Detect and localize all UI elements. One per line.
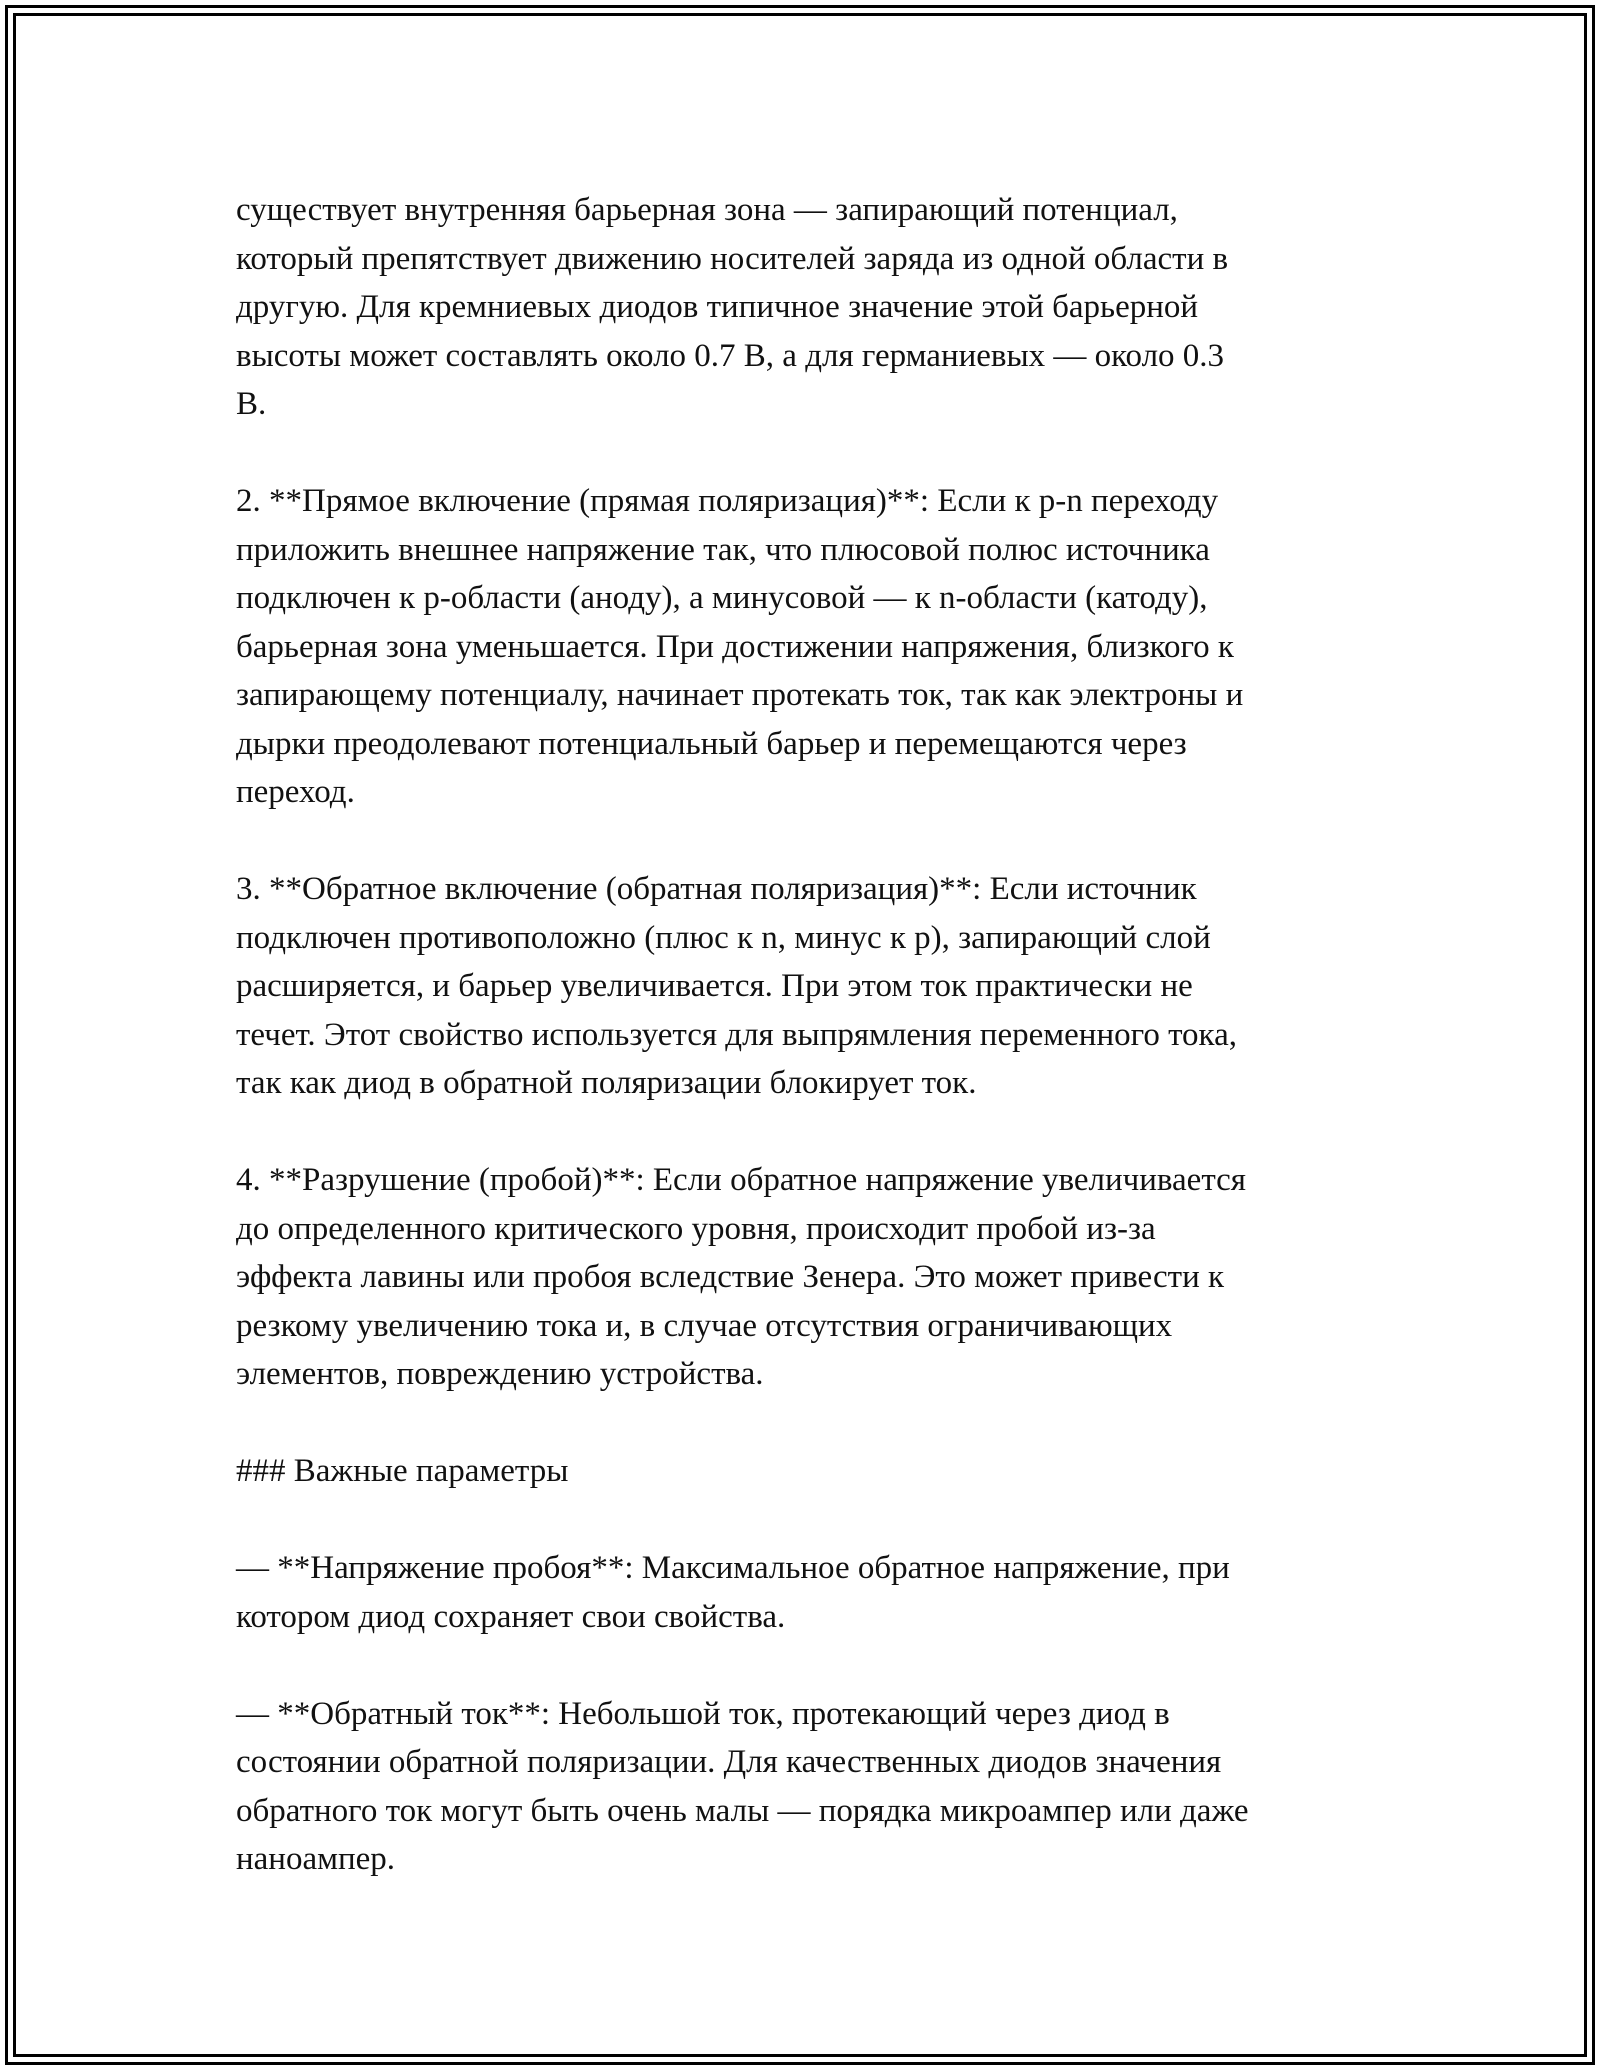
paragraph-forward-bias <box>236 477 1406 817</box>
text-line: 3. **Обратное включение (обратная поляризация)**: Если источник <box>236 871 1197 907</box>
paragraph-breakdown <box>236 1156 1406 1399</box>
text-line: течет. Этот свойство используется для выпрямления переменного тока, <box>236 1016 1237 1053</box>
text-line: до определенного критического уровня, происходит пробой из-за <box>236 1210 1156 1247</box>
text-line: 2. **Прямое включение (прямая поляризация)**: Если к p-n переходу <box>236 483 1219 519</box>
text-line: наноампер. <box>236 1841 396 1877</box>
list-item-breakdown-voltage <box>236 1544 1406 1641</box>
text-line: другую. Для кремниевых диодов типичное значение этой барьерной <box>236 289 1199 325</box>
section-heading-important-params <box>236 1447 1406 1496</box>
text-line: запирающему потенциалу, начинает протекать ток, так как электроны и <box>236 677 1244 713</box>
paragraph-reverse-bias <box>236 865 1406 1108</box>
text-line: существует внутренняя барьерная зона — запирающий потенциал, <box>236 192 1178 228</box>
text-line: подключен противоположно (плюс к n, минус к p), запирающий слой <box>236 919 1211 956</box>
text-line: переход. <box>236 774 355 810</box>
document-body <box>236 186 1406 1884</box>
list-item-reverse-current <box>236 1690 1406 1884</box>
text-line: приложить внешнее напряжение так, что плюсовой полюс источника <box>236 531 1210 568</box>
text-line: который препятствует движению носителей заряда из одной области в <box>236 240 1229 277</box>
text-line: 4. **Разрушение (пробой)**: Если обратное напряжение увеличивается <box>236 1162 1246 1198</box>
text-line: котором диод сохраняет свои свойства. <box>236 1598 786 1635</box>
text-line: элементов, повреждению устройства. <box>236 1356 764 1392</box>
text-line: так как диод в обратной поляризации блокирует ток. <box>236 1065 977 1101</box>
text-line: высоты может составлять около 0.7 В, а для германиевых — около 0.3 <box>236 337 1225 374</box>
text-line: подключен к p-области (аноду), а минусовой — к n-области (катоду), <box>236 580 1208 616</box>
text-line: резкому увеличению тока и, в случае отсутствия ограничивающих <box>236 1307 1173 1344</box>
text-line: В. <box>236 386 267 422</box>
text-line: состоянии обратной поляризации. Для качественных диодов значения <box>236 1744 1222 1780</box>
text-line: расширяется, и барьер увеличивается. При этом ток практически не <box>236 968 1193 1004</box>
heading-text: ### Важные параметры <box>236 1453 569 1489</box>
text-line: обратного ток могут быть очень малы — порядка микроампер или даже <box>236 1792 1249 1829</box>
text-line: — **Напряжение пробоя**: Максимальное обратное напряжение, при <box>236 1550 1230 1586</box>
text-line: барьерная зона уменьшается. При достижении напряжения, близкого к <box>236 628 1234 665</box>
text-line: — **Обратный ток**: Небольшой ток, протекающий через диод в <box>236 1695 1170 1732</box>
paragraph-barrier-intro <box>236 186 1406 429</box>
text-line: эффекта лавины или пробоя вследствие Зенера. Это может привести к <box>236 1259 1225 1295</box>
text-line: дырки преодолевают потенциальный барьер и перемещаются через <box>236 725 1187 762</box>
